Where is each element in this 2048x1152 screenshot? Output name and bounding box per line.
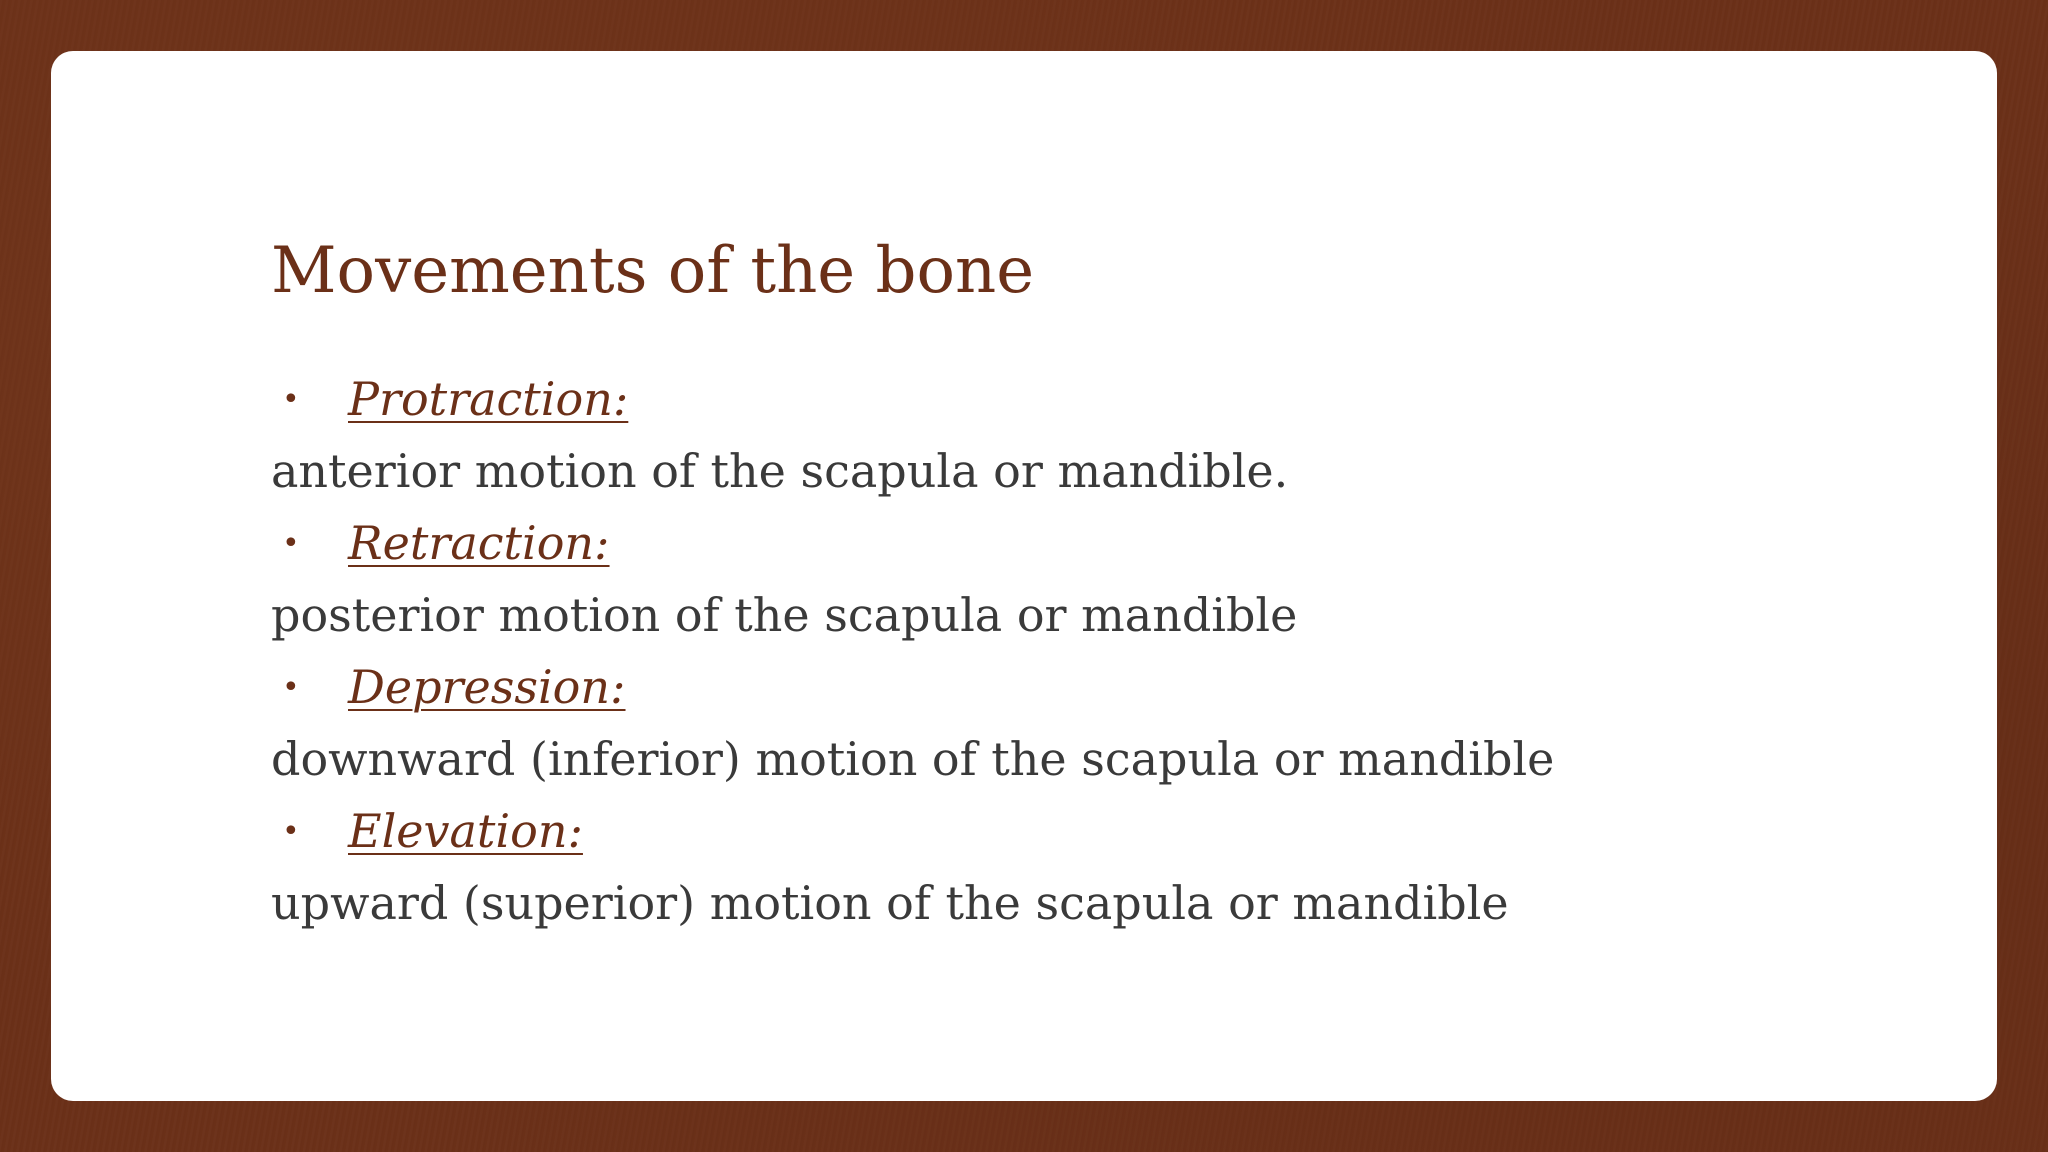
bullet-list [271, 363, 1921, 939]
list-item-depression [271, 651, 1921, 723]
bullet-icon: • [282, 813, 300, 849]
description-depression: downward (inferior) motion of the scapula or mandible [271, 732, 1555, 786]
term-protraction: Protraction: [348, 372, 629, 426]
description-protraction: anterior motion of the scapula or mandible. [271, 444, 1289, 498]
bullet-icon: • [282, 525, 300, 561]
list-item-retraction [271, 507, 1921, 579]
bullet-icon: • [282, 381, 300, 417]
term-elevation: Elevation: [348, 804, 583, 858]
description-elevation: upward (superior) motion of the scapula or mandible [271, 876, 1509, 930]
slide-title: Movements of the bone [271, 234, 1035, 308]
list-item-elevation [271, 795, 1921, 867]
bullet-icon: • [282, 669, 300, 705]
list-item-protraction [271, 363, 1921, 435]
term-depression: Depression: [348, 660, 626, 714]
term-retraction: Retraction: [348, 516, 610, 570]
description-retraction: posterior motion of the scapula or mandible [271, 588, 1298, 642]
slide-canvas [51, 51, 1997, 1101]
